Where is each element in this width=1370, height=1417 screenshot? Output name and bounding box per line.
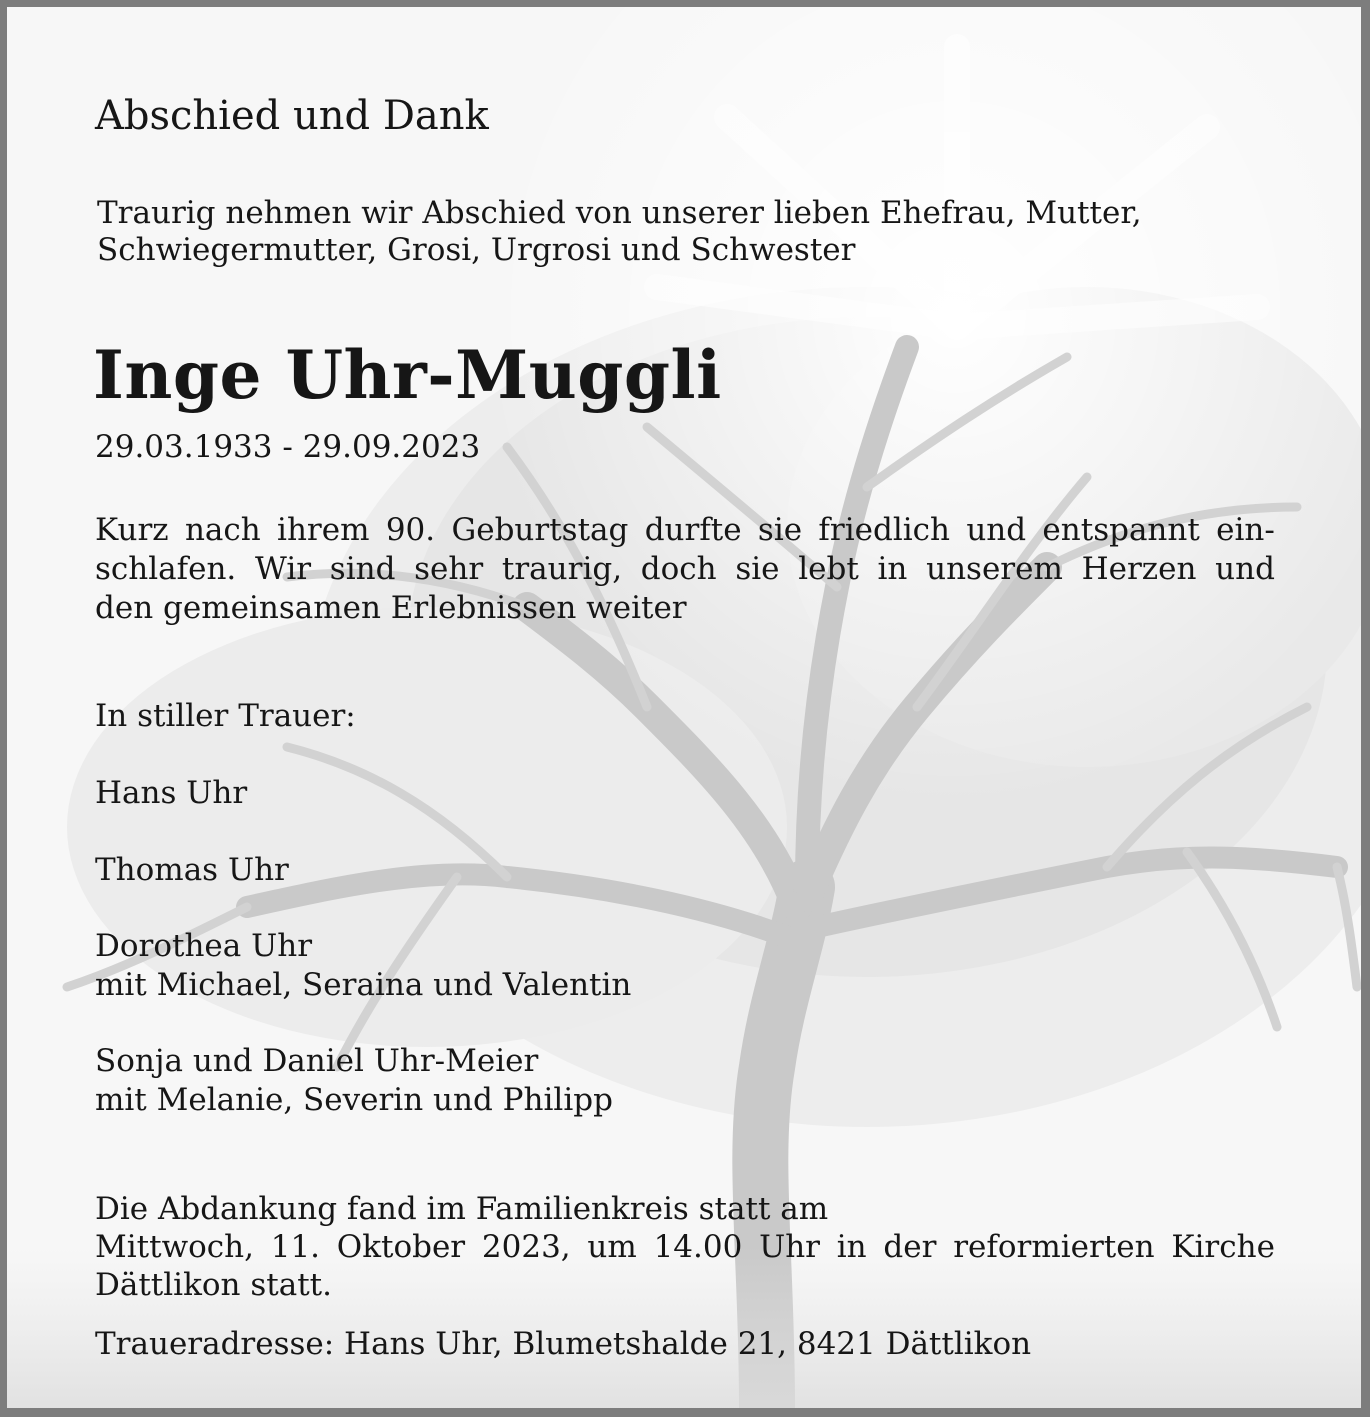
word: Kurz: [95, 512, 169, 548]
mourner-name: Hans Uhr: [95, 775, 248, 811]
word: 2023,: [481, 1229, 571, 1265]
deceased-name: Inge Uhr-Muggli: [93, 336, 722, 414]
word: schlafen.: [95, 551, 237, 587]
word: traurig,: [501, 551, 623, 587]
word: lebt: [798, 551, 859, 587]
word: sind: [329, 551, 396, 587]
ceremony-line: Dättlikon statt.: [95, 1267, 332, 1303]
life-dates: 29.03.1933 - 29.09.2023: [95, 429, 481, 465]
mourner-entry: [95, 851, 289, 890]
word: 90.: [385, 512, 436, 548]
body-paragraph: [95, 511, 1275, 628]
word: Kirche: [1171, 1229, 1275, 1265]
word: ihrem: [277, 512, 370, 548]
body-line: den gemeinsamen Erlebnissen weiter: [95, 590, 687, 626]
word: sie: [757, 512, 803, 548]
word: der: [883, 1229, 937, 1265]
intro-line: Traurig nehmen wir Abschied von unserer lieben Ehefrau, Mutter,: [97, 195, 1142, 231]
word: doch: [640, 551, 717, 587]
obituary-notice: [7, 7, 1361, 1408]
word: friedlich: [818, 512, 950, 548]
word: in: [877, 551, 908, 587]
word: nach: [184, 512, 261, 548]
mourner-name: Thomas Uhr: [95, 852, 289, 888]
intro-line: Schwiegermutter, Grosi, Urgrosi und Schwester: [97, 232, 856, 268]
word: und: [1215, 551, 1275, 587]
mourner-entry: [95, 927, 631, 1005]
word: ein-: [1216, 512, 1275, 548]
word: Herzen: [1081, 551, 1197, 587]
mourning-address: Traueradresse: Hans Uhr, Blumetshalde 21, 8421 Dättlikon: [95, 1326, 1032, 1362]
word: 14.00: [653, 1229, 743, 1265]
word: Uhr: [759, 1229, 820, 1265]
word: entspannt: [1042, 512, 1200, 548]
mourner-family: mit Michael, Seraina und Valentin: [95, 967, 632, 1003]
body-line: [95, 511, 1275, 550]
word: Wir: [255, 551, 312, 587]
word: und: [966, 512, 1027, 548]
word: Geburtstag: [451, 512, 629, 548]
mourner-entry: [95, 1042, 613, 1120]
word: sie: [735, 551, 780, 587]
word: Oktober: [336, 1229, 466, 1265]
word: sehr: [414, 551, 484, 587]
ceremony-line: Die Abdankung fand im Familienkreis statt am: [95, 1191, 829, 1227]
ceremony-text: [95, 1190, 1275, 1304]
mourning-label: In stiller Trauer:: [95, 698, 356, 734]
notice-heading: Abschied und Dank: [95, 93, 489, 139]
mourner-family: mit Melanie, Severin und Philipp: [95, 1082, 613, 1118]
word: in: [836, 1229, 867, 1265]
mourner-name: Sonja und Daniel Uhr-Meier: [95, 1043, 539, 1079]
word: um: [587, 1229, 637, 1265]
word: unserem: [926, 551, 1063, 587]
mourner-entry: [95, 774, 247, 813]
word: reformierten: [953, 1229, 1155, 1265]
word: Mittwoch,: [95, 1229, 254, 1265]
word: durfte: [644, 512, 742, 548]
intro-text: [97, 195, 1142, 269]
mourner-name: Dorothea Uhr: [95, 928, 313, 964]
body-line: [95, 550, 1275, 589]
word: 11.: [270, 1229, 321, 1265]
ceremony-line: [95, 1228, 1275, 1266]
